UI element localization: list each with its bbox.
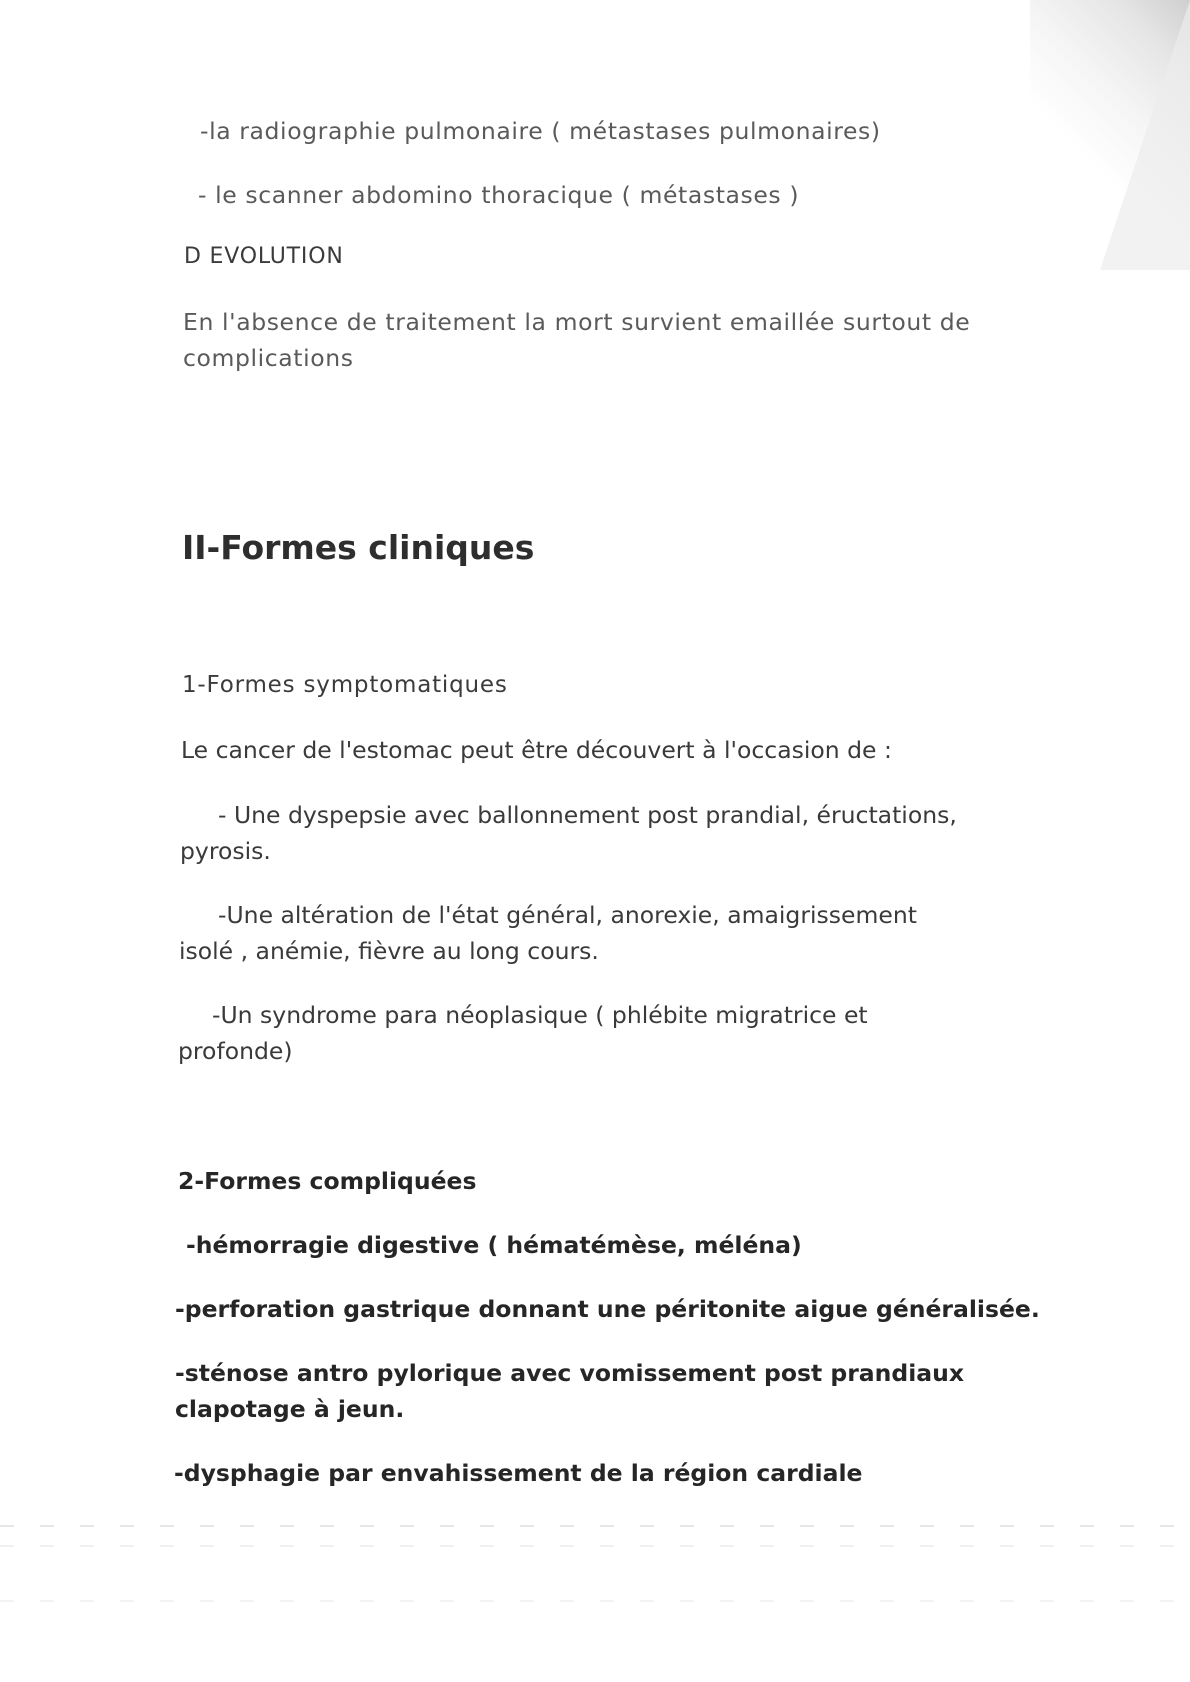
symptom-item-1-line-2: pyrosis. xyxy=(180,837,271,865)
complication-item-stenose-line-2: clapotage à jeun. xyxy=(175,1395,405,1423)
symptom-item-3-line-2: profonde) xyxy=(178,1037,293,1065)
symptom-item-2-line-1: -Une altération de l'état général, anorexie, amaigrissement xyxy=(218,901,917,929)
subsection-1-title: 1-Formes symptomatiques xyxy=(182,672,508,698)
section-d-title: D EVOLUTION xyxy=(184,244,344,269)
subsection-2-title: 2-Formes compliquées xyxy=(178,1167,477,1195)
scan-noise-line xyxy=(0,1525,1190,1527)
complication-item-dysphagie: -dysphagie par envahissement de la région cardiale xyxy=(174,1459,863,1487)
symptom-item-3-line-1: -Un syndrome para néoplasique ( phlébite migratrice et xyxy=(212,1001,868,1029)
exam-line-radiographie: -la radiographie pulmonaire ( métastases pulmonaires) xyxy=(200,117,881,145)
complication-item-hemorragie: -hémorragie digestive ( hématémèse, méléna) xyxy=(186,1231,802,1259)
evolution-text-line-1: En l'absence de traitement la mort survient emaillée surtout de xyxy=(183,308,971,336)
complication-item-perforation: -perforation gastrique donnant une péritonite aigue généralisée. xyxy=(175,1295,1040,1323)
complication-item-stenose-line-1: -sténose antro pylorique avec vomissement post prandiaux xyxy=(175,1359,964,1387)
scan-corner-fold xyxy=(1100,0,1190,270)
section-ii-title: II-Formes cliniques xyxy=(182,528,535,567)
exam-line-scanner: - le scanner abdomino thoracique ( métastases ) xyxy=(198,181,800,209)
evolution-text-line-2: complications xyxy=(183,344,354,372)
symptom-item-2-line-2: isolé , anémie, fièvre au long cours. xyxy=(179,937,599,965)
subsection-1-intro: Le cancer de l'estomac peut être découvert à l'occasion de : xyxy=(181,736,892,764)
scan-noise-line xyxy=(0,1545,1190,1547)
scan-noise-line xyxy=(0,1600,1190,1602)
symptom-item-1-line-1: - Une dyspepsie avec ballonnement post prandial, éructations, xyxy=(218,801,957,829)
